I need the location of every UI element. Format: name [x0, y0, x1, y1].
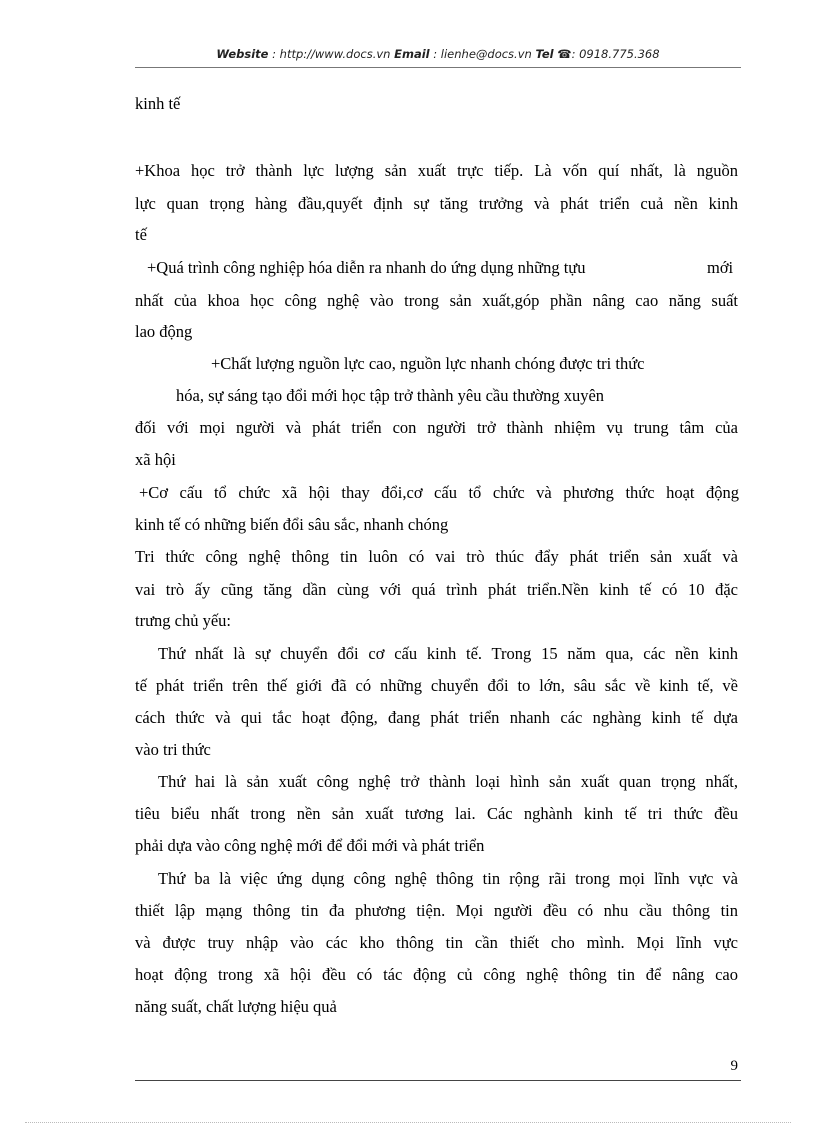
website-label: Website	[216, 47, 269, 61]
text-line: xã hội	[135, 450, 176, 469]
email-label: Email	[394, 47, 430, 61]
website-sep: :	[268, 47, 280, 61]
text-line: đối với mọi người và phát triển con người trở thành nhiệm vụ trung tâm của	[135, 418, 738, 437]
page-header	[135, 47, 741, 61]
text-line: thiết lập mạng thông tin đa phương tiện. Mọi người đều có nhu cầu thông tin	[135, 901, 738, 920]
text-line: kinh tế	[135, 94, 181, 113]
text-line: tế	[135, 225, 147, 244]
text-line: +Chất lượng nguồn lực cao, nguồn lực nhanh chóng được tri thức	[211, 354, 645, 373]
text-line: và được truy nhập vào các kho thông tin cần thiết cho mình. Mọi lĩnh vực	[135, 933, 738, 952]
text-line: Thứ nhất là sự chuyển đổi cơ cấu kinh tế. Trong 15 năm qua, các nền kinh	[158, 644, 738, 663]
phone-icon: ☎	[557, 47, 572, 61]
text-line: nhất của khoa học công nghệ vào trong sản xuất,góp phần nâng cao năng suất	[135, 291, 738, 310]
text-line: cách thức và qui tắc hoạt động, đang phát triển nhanh các nghàng kinh tế dựa	[135, 708, 738, 727]
text-line: hóa, sự sáng tạo đổi mới học tập trở thành yêu cầu thường xuyên	[176, 386, 605, 405]
text-line: Thứ hai là sản xuất công nghệ trở thành loại hình sản xuất quan trọng nhất,	[158, 772, 738, 791]
page-number: 9	[730, 1058, 738, 1074]
email-value[interactable]: lienhe@docs.vn	[440, 47, 532, 61]
email-sep: :	[429, 47, 441, 61]
text-line: tiêu biểu nhất trong nền sản xuất tương lai. Các nghành kinh tế tri thức đều	[135, 804, 738, 823]
text-line: Tri thức công nghệ thông tin luôn có vai trò thúc đẩy phát triển sản xuất và	[135, 547, 738, 566]
tel-value: : 0918.775.368	[571, 47, 660, 61]
text-line: +Khoa học trở thành lực lượng sản xuất trực tiếp. Là vốn quí nhất, là nguồn	[135, 161, 738, 180]
text-line: phải dựa vào công nghệ mới để đổi mới và phát triển	[135, 836, 485, 855]
text-line: vào tri thức	[135, 740, 211, 759]
text-line: +Cơ cấu tổ chức xã hội thay đổi,cơ cấu tổ chức và phương thức hoạt động	[139, 483, 739, 502]
header-divider	[135, 67, 741, 68]
text-line: trưng chủ yếu:	[135, 611, 232, 630]
website-url[interactable]: http://www.docs.vn	[279, 47, 391, 61]
text-line: tế phát triển trên thế giới đã có những chuyển đổi to lớn, sâu sắc về kinh tế, về	[135, 676, 738, 695]
text-line: kinh tế có những biến đổi sâu sắc, nhanh chóng	[135, 515, 449, 534]
text-line: +Quá trình công nghiệp hóa diễn ra nhanh do ứng dụng những tựu	[147, 258, 586, 277]
footer-divider	[135, 1080, 741, 1081]
text-line: lao động	[135, 322, 193, 341]
text-line: năng suất, chất lượng hiệu quả	[135, 997, 337, 1016]
text-line: Thứ ba là việc ứng dụng công nghệ thông tin rộng rãi trong mọi lĩnh vực và	[158, 869, 738, 888]
tel-label: Tel	[535, 47, 554, 61]
text-line: lực quan trọng hàng đầu,quyết định sự tăng trưởng và phát triển cuả nền kinh	[135, 194, 738, 213]
text-line: mới	[707, 258, 734, 277]
text-line: vai trò ấy cũng tăng dần cùng với quá trình phát triển.Nền kinh tế có 10 đặc	[135, 580, 738, 599]
text-line: hoạt động trong xã hội đều có tác động củ công nghệ thông tin để nâng cao	[135, 965, 738, 984]
